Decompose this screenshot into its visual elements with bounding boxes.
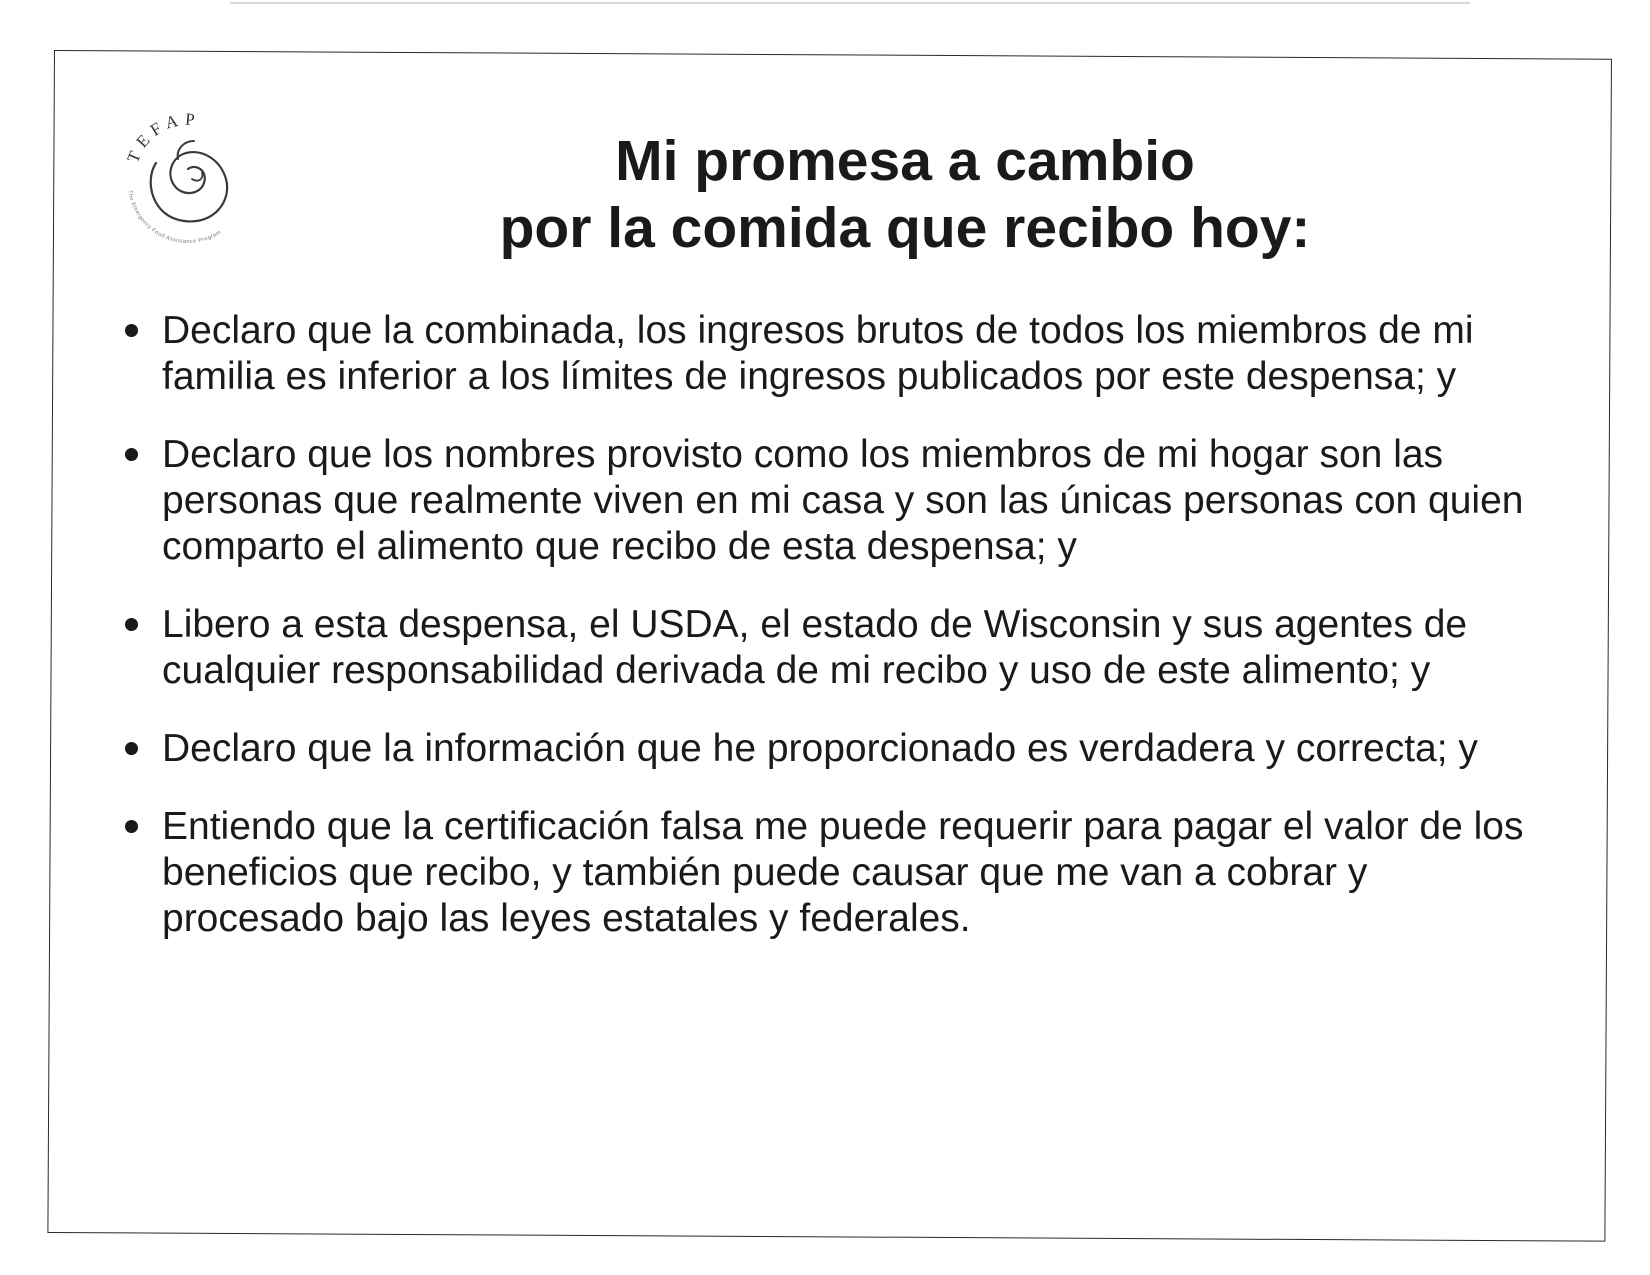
scan-edge-line	[230, 2, 1470, 4]
pledge-list	[110, 308, 1550, 974]
pledge-item	[110, 308, 1550, 400]
pledge-text: Declaro que los nombres provisto como los miembros de mi hogar son las personas que realmente viven en mi casa y son las únicas personas con quien comparto el alimento que recibo de esta despensa; y	[162, 433, 1524, 568]
pledge-text: Declaro que la información que he proporcionado es verdadera y correcta; y	[162, 727, 1478, 770]
tefap-logo-icon	[118, 105, 258, 245]
pledge-item	[110, 804, 1550, 942]
bullet-dot-icon	[125, 820, 138, 833]
pledge-text: Libero a esta despensa, el USDA, el estado de Wisconsin y sus agentes de cualquier responsabilidad derivada de mi recibo y uso de este alimento; y	[162, 603, 1468, 692]
bullet-dot-icon	[125, 448, 138, 461]
bullet-dot-icon	[125, 618, 138, 631]
page-title	[300, 128, 1510, 262]
pledge-item	[110, 432, 1550, 570]
tefap-logo	[118, 105, 258, 245]
logo-wordmark: TEFAP	[123, 109, 202, 166]
bullet-dot-icon	[125, 324, 138, 337]
pledge-text: Declaro que la combinada, los ingresos brutos de todos los miembros de mi familia es inferior a los límites de ingresos publicados por este despensa; y	[162, 309, 1474, 398]
title-line-2: por la comida que recibo hoy:	[499, 196, 1311, 260]
logo-subtext: The Emergency Food Assistance Program	[126, 189, 223, 245]
svg-text:TEFAP	[123, 110, 201, 166]
pledge-item	[110, 726, 1550, 772]
pledge-text: Entiendo que la certificación falsa me puede requerir para pagar el valor de los beneficios que recibo, y también puede causar que me van a cobrar y procesado bajo las leyes estatales y federales.	[162, 805, 1524, 940]
pledge-item	[110, 602, 1550, 694]
bullet-dot-icon	[125, 742, 138, 755]
title-line-1: Mi promesa a cambio	[615, 129, 1195, 193]
